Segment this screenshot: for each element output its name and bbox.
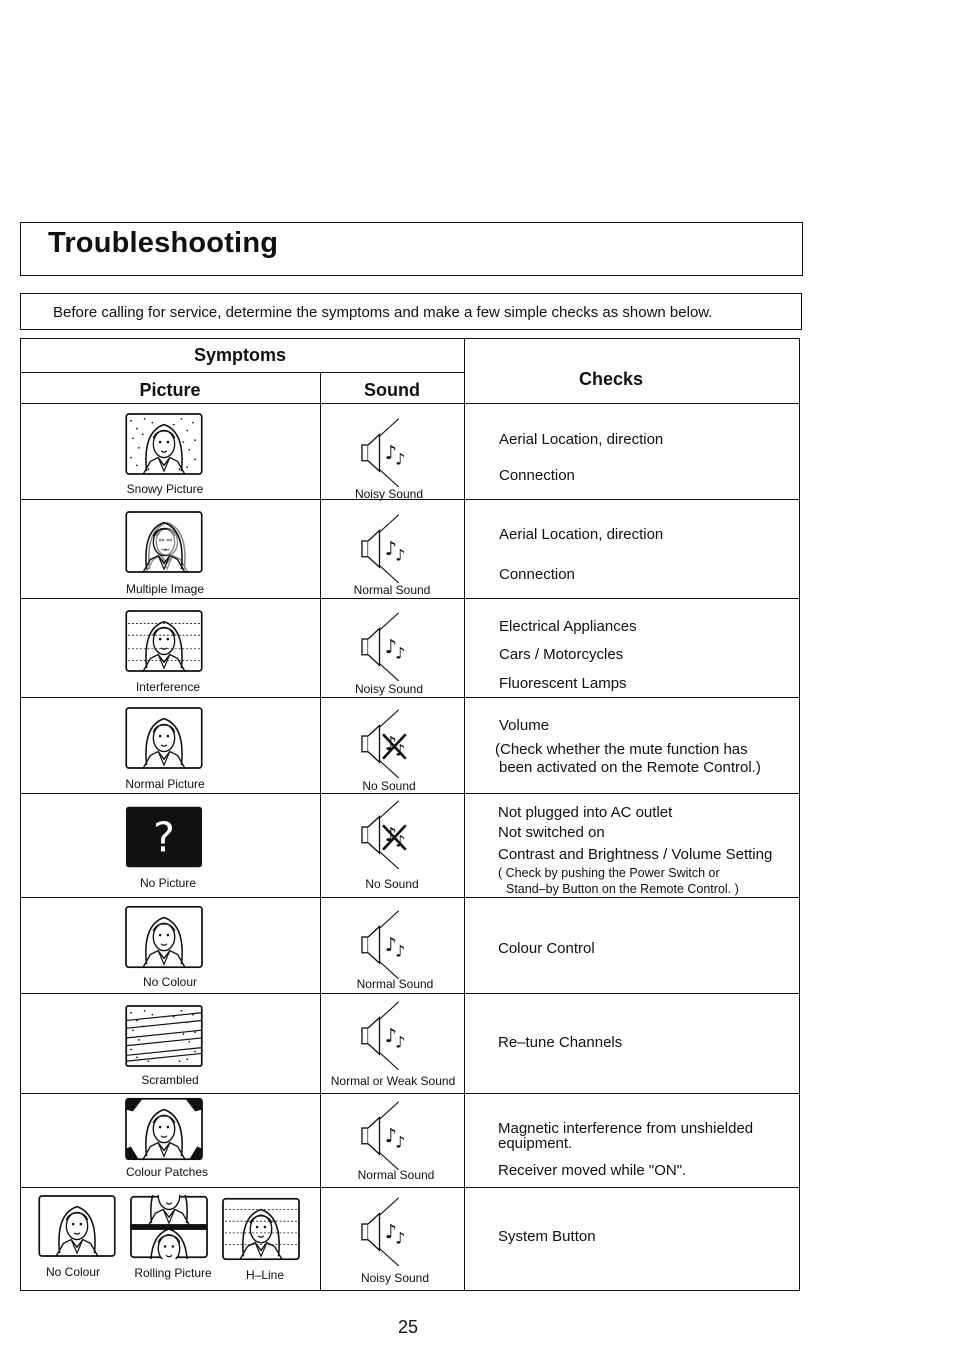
divider — [20, 598, 800, 599]
speaker-icon — [355, 1000, 425, 1070]
sound-caption: Noisy Sound — [360, 1271, 430, 1285]
symptoms-header: Symptoms — [193, 345, 287, 365]
sound-caption: Normal Sound — [356, 977, 434, 991]
scrambled-icon — [125, 1005, 203, 1067]
h-line-icon — [222, 1197, 300, 1261]
picture-caption: No Colour — [45, 1265, 101, 1279]
speaker-icon — [355, 908, 425, 980]
picture-header: Picture — [139, 380, 201, 400]
check-item: Contrast and Brightness / Volume Setting — [498, 846, 773, 863]
question-mark-screen-icon — [125, 805, 203, 869]
intro-text: Before calling for service, determine the symptoms and make a few simple checks as shown below. — [53, 304, 713, 321]
check-item: Not switched on — [498, 824, 605, 841]
check-item: Cars / Motorcycles — [499, 646, 624, 663]
divider — [20, 372, 465, 373]
check-item: Fluorescent Lamps — [499, 675, 627, 692]
title-box — [20, 222, 803, 276]
check-item: Volume — [499, 717, 550, 734]
check-item: Re–tune Channels — [498, 1034, 623, 1051]
check-note: Stand–by Button on the Remote Control. ) — [506, 882, 739, 896]
divider — [20, 993, 800, 994]
speaker-icon — [355, 512, 425, 584]
speaker-icon — [355, 1196, 425, 1266]
page-number: 25 — [398, 1317, 419, 1337]
picture-caption: H–Line — [245, 1268, 285, 1282]
sound-caption: No Sound — [365, 877, 419, 891]
no-colour-icon — [38, 1195, 116, 1257]
colour-patches-icon — [125, 1097, 203, 1161]
speaker-icon — [355, 610, 425, 682]
divider — [20, 793, 800, 794]
divider — [20, 1093, 800, 1094]
picture-caption: Scrambled — [141, 1073, 199, 1087]
speaker-icon — [355, 1099, 425, 1171]
snowy-picture-icon — [125, 413, 203, 475]
check-item: been activated on the Remote Control.) — [499, 759, 761, 776]
checks-header: Checks — [578, 369, 644, 389]
check-item: System Button — [498, 1228, 596, 1245]
sound-caption: Noisy Sound — [354, 682, 424, 696]
normal-picture-icon — [125, 707, 203, 769]
sound-caption: Noisy Sound — [354, 487, 424, 501]
check-item: (Check whether the mute function has — [495, 741, 748, 758]
muted-speaker-icon — [355, 798, 425, 870]
picture-caption: Colour Patches — [125, 1165, 209, 1179]
picture-caption: Interference — [135, 680, 201, 694]
divider — [320, 372, 321, 1291]
svg-text:?: ? — [153, 813, 175, 862]
divider — [20, 697, 800, 698]
check-item: Colour Control — [498, 940, 595, 957]
sound-caption: No Sound — [362, 779, 416, 793]
check-item: Aerial Location, direction — [499, 526, 664, 543]
check-item: equipment. — [498, 1135, 573, 1152]
picture-caption: No Picture — [139, 876, 197, 890]
check-item: Aerial Location, direction — [499, 431, 664, 448]
sound-caption: Normal Sound — [357, 1168, 435, 1182]
check-item: Connection — [499, 566, 575, 583]
sound-caption: Normal or Weak Sound — [330, 1074, 456, 1088]
rolling-picture-icon — [130, 1195, 208, 1259]
check-note: ( Check by pushing the Power Switch or — [498, 866, 720, 880]
picture-caption: Multiple Image — [125, 582, 205, 596]
picture-caption: Normal Picture — [125, 777, 205, 791]
picture-caption: Rolling Picture — [134, 1266, 212, 1280]
speaker-icon — [355, 416, 425, 488]
check-item: Receiver moved while "ON". — [498, 1162, 687, 1179]
intro-box — [20, 293, 802, 330]
check-item: Electrical Appliances — [499, 618, 637, 635]
check-item: Not plugged into AC outlet — [498, 804, 673, 821]
picture-caption: Snowy Picture — [126, 482, 204, 496]
muted-speaker-icon — [355, 707, 425, 779]
divider — [20, 403, 800, 404]
divider — [464, 338, 465, 1291]
sound-caption: Normal Sound — [353, 583, 431, 597]
multiple-image-icon — [125, 511, 203, 573]
interference-icon — [125, 610, 203, 672]
check-item: Magnetic interference from unshielded — [498, 1120, 754, 1137]
divider — [20, 1187, 800, 1188]
sound-header: Sound — [364, 380, 420, 400]
check-item: Connection — [499, 467, 575, 484]
divider — [20, 897, 800, 898]
page-title: Troubleshooting — [48, 227, 279, 259]
picture-caption: No Colour — [142, 975, 198, 989]
no-colour-icon — [125, 905, 203, 969]
